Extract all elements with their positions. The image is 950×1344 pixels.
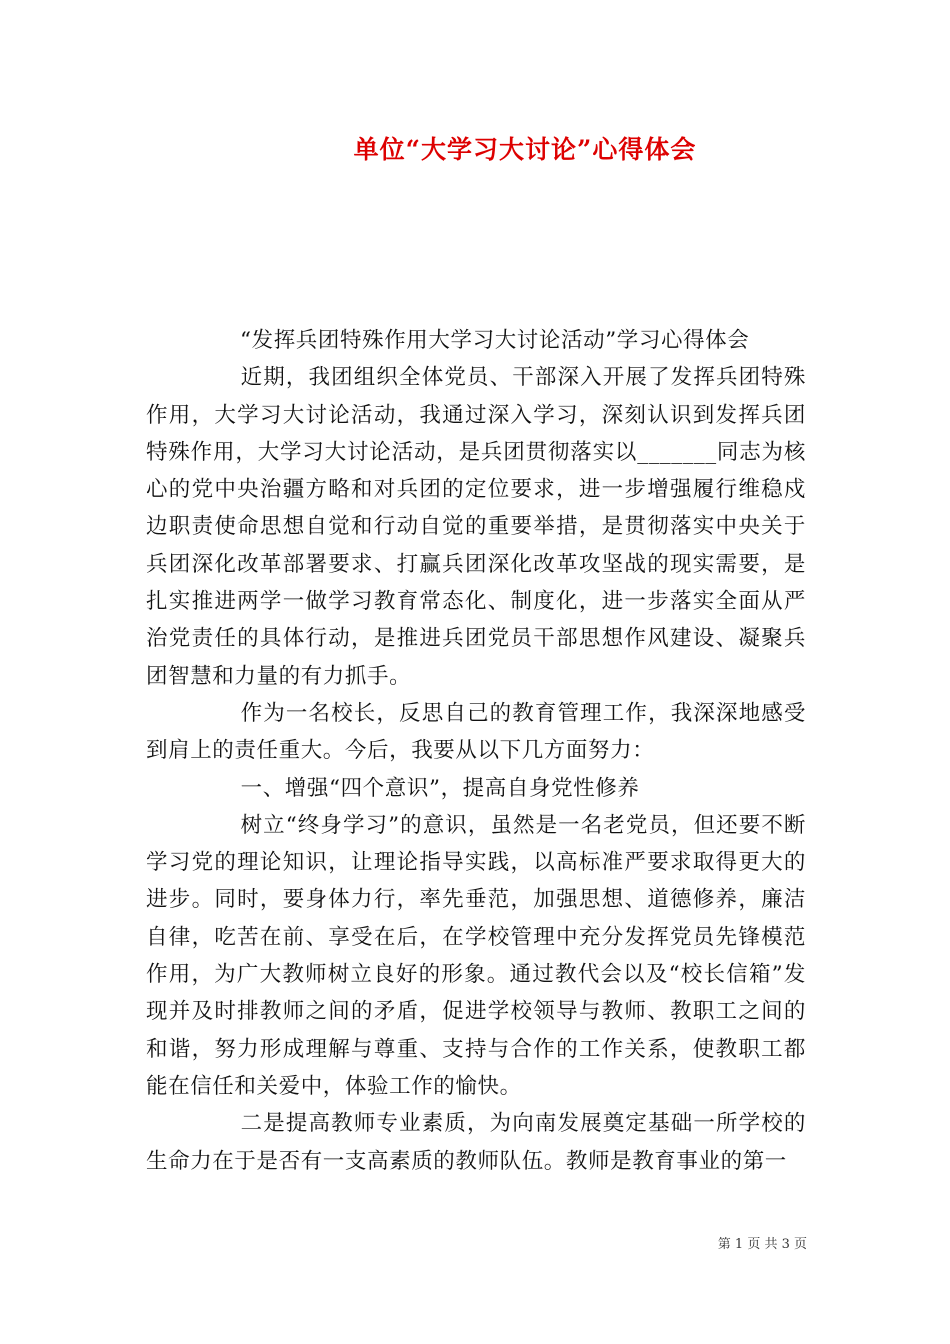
paragraph: 作为一名校长，反思自己的教育管理工作，我深深地感受到肩上的责任重大。今后，我要从以下几方面努力：: [146, 700, 806, 764]
page-number: 第 1 页 共 3 页: [717, 1237, 807, 1252]
document-subtitle: “发挥兵团特殊作用大学习大讨论活动”学习心得体会: [240, 328, 750, 353]
document-body: [146, 322, 806, 1180]
paragraph: 树立“终身学习”的意识，虽然是一名老党员，但还要不断学习党的理论知识，让理论指导实践，以高标准严要求取得更大的进步。同时，要身体力行，率先垂范，加强思想、道德修养，廉洁自律，吃苦在前、享受在后，在学校管理中充分发挥党员先锋模范作用，为广大教师树立良好的形象。通过教代会以及“校长信箱”发现并及时排教师之间的矛盾，促进学校领导与教师、教职工之间的和谐，努力形成理解与尊重、支持与合作的工作关系，使教职工都能在信任和关爱中，体验工作的愉快。: [146, 812, 806, 1099]
paragraph: 近期，我团组织全体党员、干部深入开展了发挥兵团特殊作用，大学习大讨论活动，我通过深入学习，深刻认识到发挥兵团特殊作用，大学习大讨论活动，是兵团贯彻落实以_______同志为核心的党中央治疆方略和对兵团的定位要求，进一步增强履行维稳戍边职责使命思想自觉和行动自觉的重要举措，是贯彻落实中央关于兵团深化改革部署要求、打赢兵团深化改革攻坚战的现实需要，是扎实推进两学一做学习教育常态化、制度化，进一步落实全面从严治党责任的具体行动，是推进兵团党员干部思想作风建设、凝聚兵团智慧和力量的有力抓手。: [146, 365, 806, 689]
section-heading: 一、增强“四个意识”，提高自身党性修养: [240, 775, 640, 801]
paragraph: 二是提高教师专业素质，为向南发展奠定基础一所学校的生命力在于是否有一支高素质的教师队伍。教师是教育事业的第一: [146, 1111, 806, 1174]
document-title: 单位“大学习大讨论”心得体会: [353, 135, 697, 164]
